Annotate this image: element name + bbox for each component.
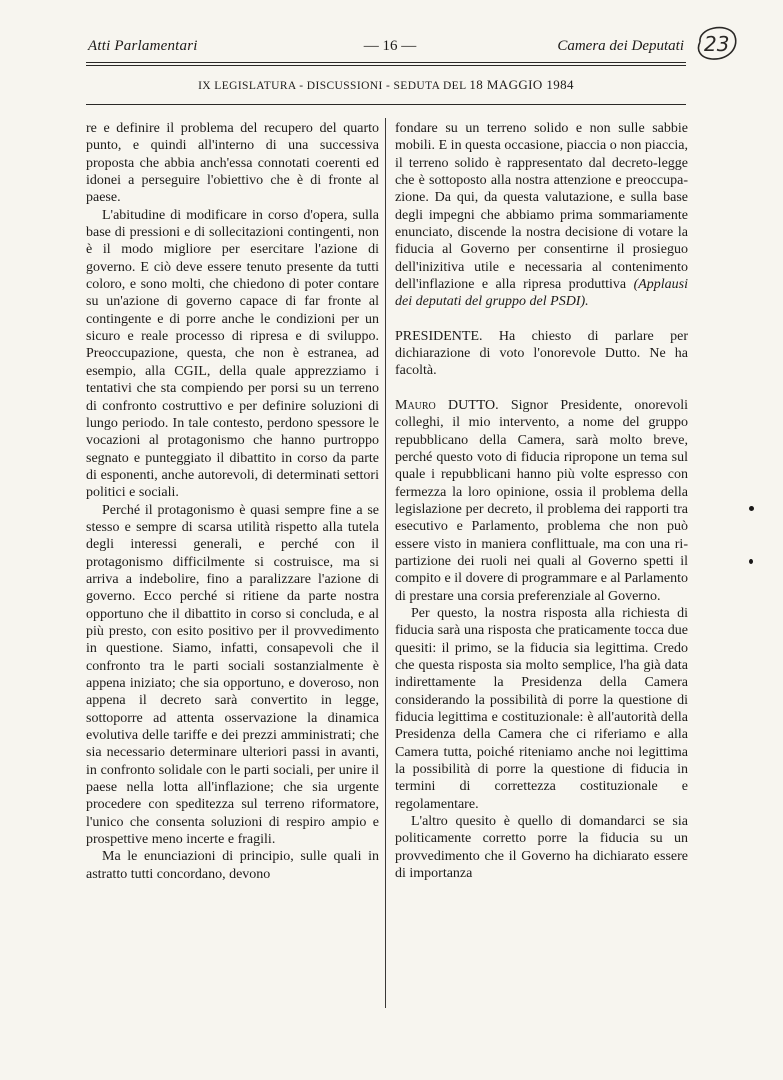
paragraph (395, 120, 688, 311)
paragraph: L'abitudine di modificare in corso d'opera, sulla base di pressioni e di sollecitazioni contingenti, non è il modo migliore per esercitare l'azione di governo. E ciò deve essere tenuto presente da tutti coloro, e sono molti, che chiedono di poter contare su un'azione di governo capace di far fronte al contingente e di porre anche le condizioni per un sicuro e reale processo di ripresa e di sviluppo. Preoccupazione, questa, che non è estranea, ad esempio, alla CGIL, della quale apprezziamo i tentativi che sta compiendo per porsi su un terreno di confronto costruttivo e per definire soluzioni di lungo periodo. In tale contesto, perdono spessore le vocazioni al protagonismo che hanno purtroppo segnato e punteggiato il dibattito in corso da parte di esponenti, anche autorevoli, di determinati settori politici e sociali. (86, 207, 379, 501)
session-date: 18 MAGGIO 1984 (469, 77, 574, 92)
paragraph: re e definire il problema del recupero del quarto punto, e quindi all'interno di una successiva proposta che abbia anch'essa connotati coerenti ed idonei a perseguire l'obiettivo che è di fronte al paese. (86, 121, 379, 206)
stamp-number: 23 (704, 32, 730, 56)
session-subheader (86, 77, 686, 93)
paragraph-text: fondare su un terreno solido e non sulle sabbie mobili. E in questa occasione, piaccia o non piaccia, il terreno solido è rappresentato dal decreto-legge che è sottoposto alla nostra attenzione e preoccupazione. Da qui, da questa valutazione, e sulla base degli impegni che abbiamo prima sommariamente enunciato, discende la nostra decisione di votare la fiducia al Governo per consentirne il prosieguo dell'inizitiva utile e necessaria al contenimento dell'inflazione e alla ripresa produttiva (395, 121, 688, 293)
right-column (395, 120, 688, 882)
header-rule-top (86, 62, 686, 63)
paragraph: L'altro quesito è quello di domandarci se sia politicamente corretto porre la fiducia su un provvedimento che il Governo ha dichiarato essere di importanza (395, 814, 688, 882)
applause-note: (Applausi dei deputati del gruppo del PSDI). (395, 277, 689, 310)
speaker-name: PRESIDENTE. (395, 328, 483, 344)
left-column (86, 120, 379, 883)
header-rule-top-second (86, 65, 686, 66)
paragraph: Ma le enunciazioni di principio, sulle quali in astratto tutti concordano, devono (86, 849, 379, 882)
header-page-number: — 16 — (363, 38, 417, 54)
scan-mark-dot (749, 506, 754, 511)
paragraph: Perché il protagonismo è quasi sempre fine a se stesso e sempre di scarsa utilità rispetto alla tutela degli interessi generali, e perché con il protagonismo difficilmente si costruisce, ma si arriva a indebolire, fino a paralizzare l'azione di governo. Ecco perché si ritiene da parte nostra opportuno che il dibattito in corso si concluda, e al più presto, con esito positivo per il provvedimento in questione. Siamo, infatti, consapevoli che il confronto tra le parti sociali sostanzialmente è appena iniziato; che sia opportuno, e doveroso, non appena il decreto sarà convertito in legge, sottoporre ad attenta osservazione la dinamica evolutiva delle tariffe e dei prezzi amministrati; che sia necessario determinare ulteriori passi in avanti, in confronto solidale con le parti sociali, per unire il paese nella lotta all'inflazione; che sia urgente procedere con speditezza sul terreno riformatore, l'unico che consenta soluzioni di respiro ampio e prospettive meno incerte e fragili. (86, 502, 379, 848)
statement-text: Signor Presidente, onorevoli colleghi, il mio intervento, a nome del gruppo repubblicano della Camera, sarà molto breve, perché questo voto di fiducia ripropone un tema sul quale i repubblicani hanno più volte espresso con fermezza la loro opinione, ossia il problema della legislazione per decreto, il problema dei rapporti tra esecutivo e Parlamento, problema che non può essere visto in maniera conflittuale, ma con una ripartizione dei ruoli nei quali al Governo spetti il compito e il dovere di programmare e al Parlamento di prestare una corsia preferenziale al Governo. (395, 397, 689, 604)
scan-mark-dot (749, 559, 753, 564)
speaker-first-name: Mauro (395, 397, 436, 413)
header-publication-title: Atti Parlamentari (88, 38, 198, 54)
paragraph: Per questo, la nostra risposta alla richiesta di fiducia sarà una risposta che praticamente tocca due quesiti: il primo, se la fiducia sia legittima. Credo che questa risposta sia molto semplice, l'ha già data indirettamente la Presidenza della Camera considerando la possibilità di porre la questione di fiducia legittima e costituzionale: è all'autorità della Presidenza della Camera che ci riferiamo e alla Camera tutta, poiché riteniamo anche noi legittima la possibilità di porre la questione di fiducia in termini di correttezza costituzionale e regolamentare. (395, 605, 688, 812)
dutto-statement (395, 397, 688, 605)
column-separator (385, 118, 386, 1008)
header-chamber-name: Camera dei Deputati (557, 38, 684, 54)
speaker-last-name: DUTTO. (447, 397, 499, 413)
session-subheader-prefix: IX LEGISLATURA - DISCUSSIONI - SEDUTA DEL (198, 80, 467, 92)
president-statement (395, 328, 688, 380)
statement-text: Ha chiesto di parlare per dichiarazione di voto l'onorevole Dutto. Ne ha facoltà. (395, 328, 689, 379)
subheader-rule (86, 104, 686, 105)
handwritten-page-stamp (690, 20, 740, 64)
